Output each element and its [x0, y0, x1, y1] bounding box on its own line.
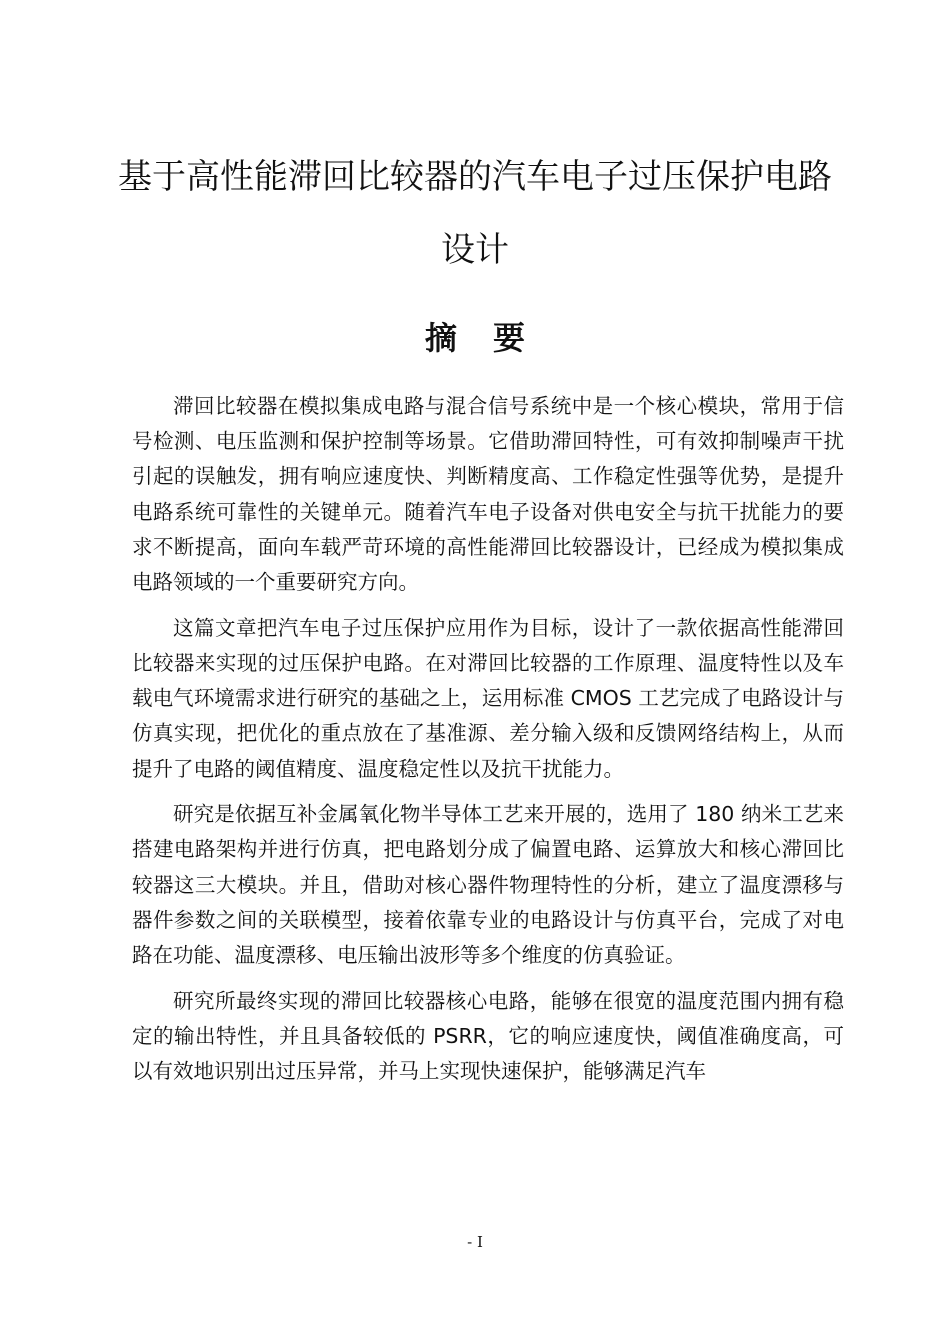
abstract-body	[132, 389, 844, 1100]
abstract-paragraph-2: 这篇文章把汽车电子过压保护应用作为目标，设计了一款依据高性能滞回比较器来实现的过压保护电路。在对滞回比较器的工作原理、温度特性以及车载电气环境需求进行研究的基础之上，运用标准 CMOS 工艺完成了电路设计与仿真实现，把优化的重点放在了基准源、差分输入级和反馈网络结构上，从而提升了电路的阈值精度、温度稳定性以及抗干扰能力。	[132, 615, 844, 781]
document-title: 基于高性能滞回比较器的汽车电子过压保护电路	[118, 157, 832, 197]
document-title-continuation: 设计	[441, 230, 509, 270]
abstract-heading: 摘要	[424, 319, 561, 357]
page-number: - I	[467, 1233, 483, 1251]
abstract-paragraph-1: 滞回比较器在模拟集成电路与混合信号系统中是一个核心模块，常用于信号检测、电压监测和保护控制等场景。它借助滞回特性，可有效抑制噪声干扰引起的误触发，拥有响应速度快、判断精度高、工作稳定性强等优势，是提升电路系统可靠性的关键单元。随着汽车电子设备对供电安全与抗干扰能力的要求不断提高，面向车载严苛环境的高性能滞回比较器设计，已经成为模拟集成电路领域的一个重要研究方向。	[132, 394, 844, 595]
abstract-paragraph-4: 研究所最终实现的滞回比较器核心电路，能够在很宽的温度范围内拥有稳定的输出特性，并且具备较低的 PSRR，它的响应速度快，阈值准确度高，可以有效地识别出过压异常，并马上实现快速保护，能够满足汽车	[132, 988, 844, 1084]
abstract-paragraph-3: 研究是依据互补金属氧化物半导体工艺来开展的，选用了 180 纳米工艺来搭建电路架构并进行仿真，把电路划分成了偏置电路、运算放大和核心滞回比较器这三大模块。并且，借助对核心器件物理特性的分析，建立了温度漂移与器件参数之间的关联模型，接着依靠专业的电路设计与仿真平台，完成了对电路在功能、温度漂移、电压输出波形等多个维度的仿真验证。	[132, 802, 844, 968]
